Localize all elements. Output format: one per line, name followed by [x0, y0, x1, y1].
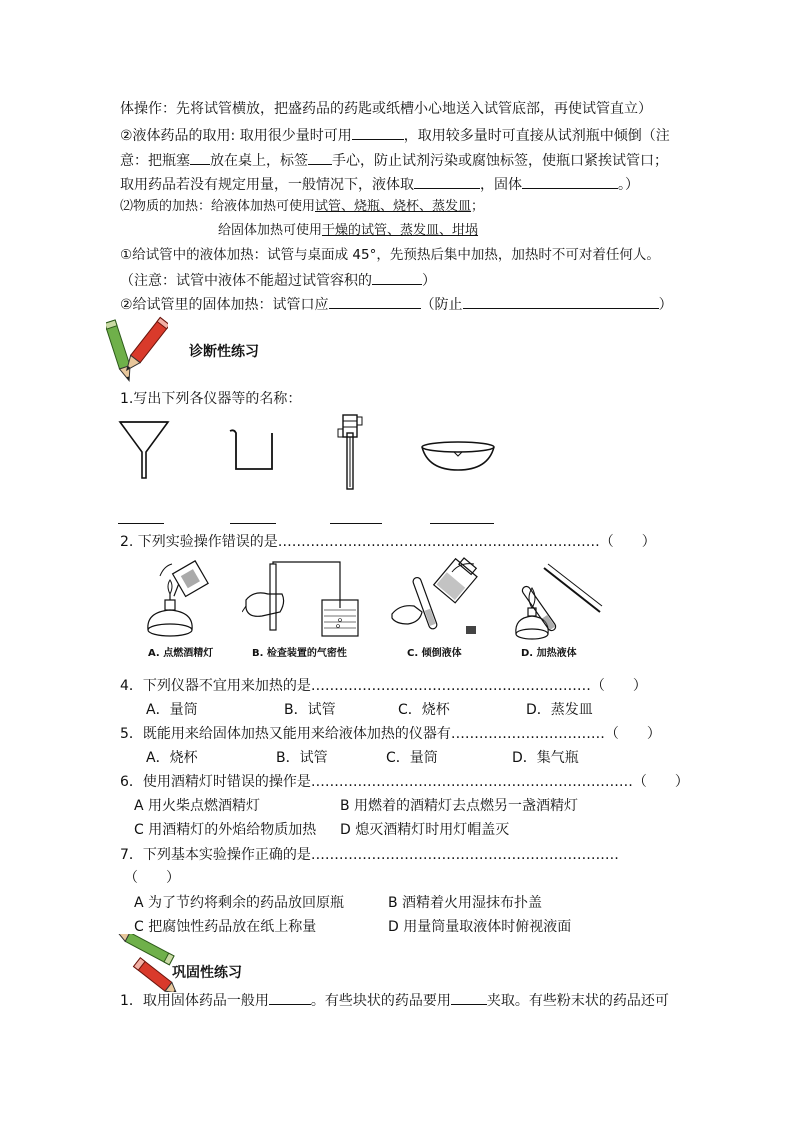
text-part: ②液体药品的取用: 取用很少量时可用: [120, 128, 352, 144]
answer-line[interactable]: [118, 523, 164, 524]
text-line: [120, 124, 670, 146]
text-part: 给固体加热可使用: [218, 223, 323, 238]
fill-blank[interactable]: [269, 989, 311, 1005]
option-a[interactable]: A 用火柴点燃酒精灯: [134, 798, 261, 814]
fill-blank[interactable]: [522, 173, 618, 189]
fill-blank[interactable]: [451, 989, 487, 1005]
text-part: 。有些块状的药品要用: [310, 993, 451, 1009]
text-line: ①给试管中的液体加热：试管与桌面成 45°，先预热后集中加热，加热时不可对着任何人。: [120, 247, 660, 263]
text-line: [120, 989, 669, 1011]
option-c[interactable]: C．量筒: [386, 750, 438, 766]
underlined-answer: 试管、烧瓶、烧杯、蒸发皿: [315, 199, 472, 214]
text-part: ，取用较多量时可直接从试剂瓶中倾倒（注: [403, 128, 670, 144]
figure-caption: C. 倾倒液体: [407, 648, 462, 659]
beaker-icon: [228, 427, 276, 473]
option-d[interactable]: D 熄灭酒精灯时用灯帽盖灭: [340, 822, 510, 838]
text-part: ；: [471, 199, 485, 214]
fill-blank[interactable]: [372, 269, 422, 285]
option-c[interactable]: C．烧杯: [398, 702, 450, 718]
text-line: [218, 221, 478, 241]
text-part: 取用药品若没有规定用量，一般情况下，液体取: [120, 177, 414, 193]
question-text: 5．既能用来给固体加热又能用来给液体加热的仪器有……………………………（ ）: [120, 726, 661, 742]
text-part: ⑵物质的加热：给液体加热可使用: [120, 199, 316, 214]
funnel-icon: [118, 418, 170, 480]
alcohol-lamp-lighting-illustration: [140, 560, 216, 642]
question-text: 1.写出下列各仪器等的名称：: [120, 391, 302, 407]
option-c[interactable]: C 用酒精灯的外焰给物质加热: [134, 822, 317, 838]
test-tube-holder-icon: [336, 413, 364, 491]
airtightness-check-illustration: [242, 560, 366, 640]
question-text: 4．下列仪器不宜用来加热的是……………………………………………………（ ）: [120, 678, 647, 694]
option-a[interactable]: A．量筒: [146, 702, 198, 718]
option-d[interactable]: D．蒸发皿: [526, 702, 593, 718]
text-part: ，固体: [480, 177, 522, 193]
heating-liquid-illustration: [508, 560, 604, 642]
option-b[interactable]: B．试管: [276, 750, 328, 766]
figure-caption: A. 点燃酒精灯: [148, 648, 214, 659]
option-b[interactable]: B 用燃着的酒精灯去点燃另一盏酒精灯: [340, 798, 579, 814]
option-d[interactable]: D 用量筒量取液体时俯视液面: [388, 919, 572, 935]
text-line: [120, 173, 639, 195]
text-part: 意：把瓶塞: [120, 153, 190, 169]
text-part: 手心，防止试剂污染或腐蚀标签，使瓶口紧挨试管口；: [332, 153, 668, 169]
option-b[interactable]: B．试管: [284, 702, 336, 718]
text-line: 体操作：先将试管横放，把盛药品的药匙或纸槽小心地送入试管底部，再使试管直立）: [120, 101, 652, 117]
answer-line[interactable]: [230, 523, 276, 524]
text-part: ②给试管里的固体加热：试管口应: [120, 297, 329, 313]
text-part: 。）: [618, 177, 639, 193]
text-part: （注意：试管中液体不能超过试管容积的: [120, 273, 372, 289]
fill-blank[interactable]: [414, 173, 480, 189]
answer-paren[interactable]: （ ）: [124, 870, 180, 886]
pouring-liquid-illustration: [386, 556, 486, 640]
text-line: [120, 293, 673, 315]
answer-line[interactable]: [430, 523, 494, 524]
question-text: 2. 下列实验操作错误的是……………………………………………………………（ ）: [120, 534, 656, 550]
text-part: 夹取。有些粉末状的药品还可: [486, 993, 669, 1009]
text-part: 放在桌上，标签: [210, 153, 308, 169]
section-title: 诊断性练习: [189, 344, 259, 360]
option-a[interactable]: A．烧杯: [146, 750, 198, 766]
question-text: 7．下列基本实验操作正确的是…………………………………………………………: [120, 847, 619, 863]
figure-caption: D. 加热液体: [521, 648, 577, 659]
text-line: [120, 197, 484, 217]
text-line: [120, 269, 436, 291]
text-part: ）: [658, 297, 673, 313]
section-title: 巩固性练习: [172, 965, 242, 981]
pencils-icon: [106, 316, 168, 386]
evaporating-dish-icon: [420, 440, 496, 472]
fill-blank[interactable]: [190, 149, 210, 165]
fill-blank[interactable]: [352, 124, 404, 140]
text-line: [120, 149, 668, 171]
question-text: 6．使用酒精灯时错误的操作是……………………………………………………………（ ）: [120, 774, 689, 790]
option-a[interactable]: A 为了节约将剩余的药品放回原瓶: [134, 895, 345, 911]
option-c[interactable]: C 把腐蚀性药品放在纸上称量: [134, 919, 317, 935]
fill-blank[interactable]: [329, 293, 421, 309]
option-d[interactable]: D．集气瓶: [512, 750, 579, 766]
text-part: ）: [422, 273, 436, 289]
fill-blank[interactable]: [308, 149, 332, 165]
figure-caption: B. 检查装置的气密性: [252, 648, 347, 659]
underlined-answer: 干燥的试管、蒸发皿、坩埚: [322, 223, 479, 238]
text-part: （防止: [420, 297, 463, 313]
fill-blank[interactable]: [463, 293, 659, 309]
text-part: 1．取用固体药品一般用: [120, 993, 269, 1009]
answer-line[interactable]: [330, 523, 382, 524]
option-b[interactable]: B 酒精着火用湿抹布扑盖: [388, 895, 543, 911]
